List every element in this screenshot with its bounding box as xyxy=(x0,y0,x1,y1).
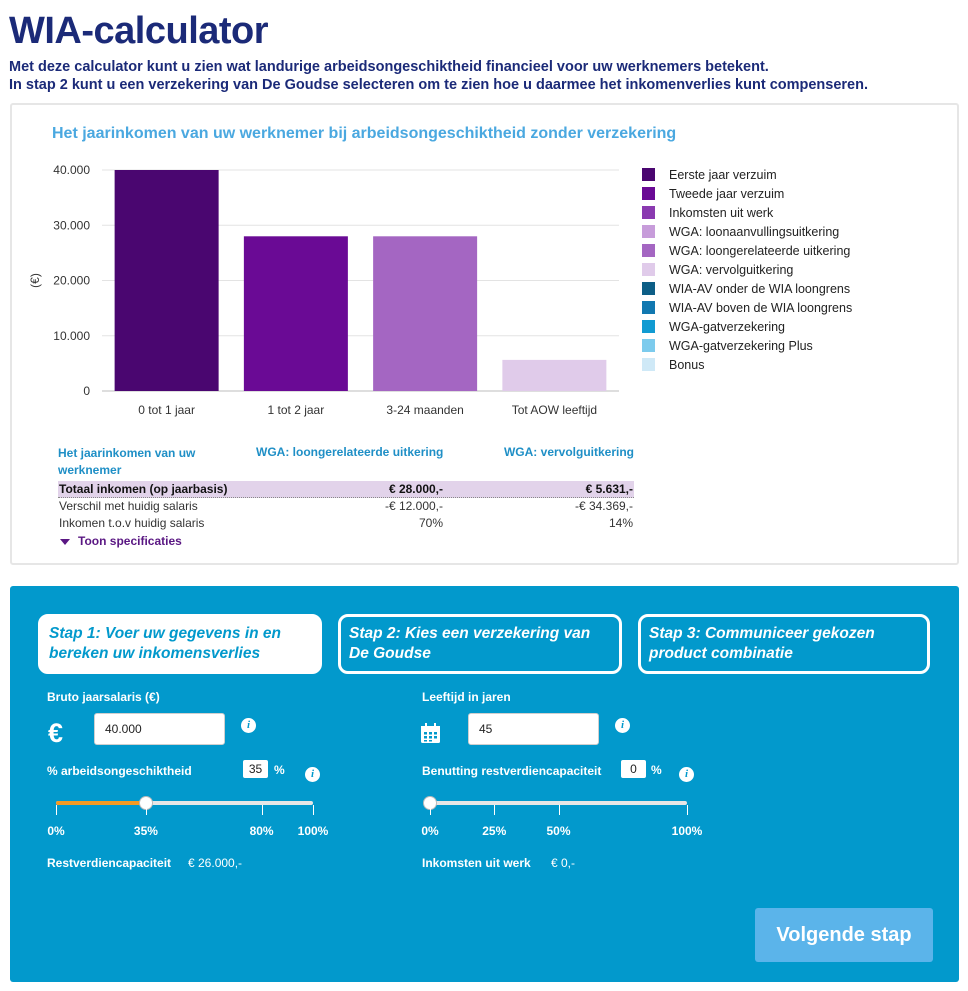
legend-label: WGA-gatverzekering Plus xyxy=(669,338,813,353)
ao-info-icon[interactable]: i xyxy=(305,767,320,782)
summary-header-label: Het jaarinkomen van uw werknemer xyxy=(58,446,196,477)
y-tick-label: 0 xyxy=(83,384,90,398)
chart-legend xyxy=(642,165,852,374)
legend-swatch xyxy=(642,339,655,352)
legend-item[interactable] xyxy=(642,241,852,260)
rest-capacity-value: € 26.000,- xyxy=(188,856,243,870)
legend-swatch xyxy=(642,263,655,276)
bar-4 xyxy=(502,360,606,391)
legend-item[interactable] xyxy=(642,165,852,184)
legend-label: Eerste jaar verzuim xyxy=(669,167,777,182)
summary-row-label: Totaal inkomen (op jaarbasis) xyxy=(59,482,228,496)
slider-tick-label: 80% xyxy=(249,824,274,838)
step-3-tab[interactable]: Stap 3: Communiceer gekozen product combinatie xyxy=(638,614,930,674)
slider-tick xyxy=(430,805,431,815)
legend-label: WIA-AV onder de WIA loongrens xyxy=(669,281,851,296)
slider-tick xyxy=(687,805,688,815)
summary-header-col-1: WGA: loongerelateerde uitkering xyxy=(256,445,444,459)
legend-item[interactable] xyxy=(642,298,852,317)
intro-line-1: Met deze calculator kunt u zien wat landurige arbeidsongeschiktheid financieel voor uw werknemers betekent. xyxy=(9,59,769,75)
y-tick-label: 30.000 xyxy=(53,218,90,233)
legend-label: WIA-AV boven de WIA loongrens xyxy=(669,300,853,315)
legend-item[interactable] xyxy=(642,279,852,298)
income-summary-table xyxy=(58,445,634,550)
slider-tick-label: 25% xyxy=(482,824,507,838)
legend-label: Inkomsten uit werk xyxy=(669,205,774,220)
ao-unit: % xyxy=(274,763,285,777)
legend-swatch xyxy=(642,282,655,295)
summary-row-value-1: 70% xyxy=(418,516,443,530)
slider-tick xyxy=(559,805,560,815)
legend-item[interactable] xyxy=(642,317,852,336)
rvc-unit: % xyxy=(651,763,662,777)
legend-item[interactable] xyxy=(642,336,852,355)
age-info-icon[interactable]: i xyxy=(615,718,630,733)
summary-row-label: Verschil met huidig salaris xyxy=(59,499,198,513)
toggle-specifications-label: Toon specificaties xyxy=(78,534,182,548)
legend-swatch xyxy=(642,168,655,181)
next-step-button[interactable]: Volgende stap xyxy=(755,908,933,962)
ao-percentage-input[interactable]: 35 xyxy=(243,760,268,778)
legend-item[interactable] xyxy=(642,184,852,203)
intro-line-2: In stap 2 kunt u een verzekering van De Goudse selecteren om te zien hoe u daarmee het inkomenverlies kunt compenseren. xyxy=(9,77,869,93)
intro-text xyxy=(9,58,868,94)
work-income-value: € 0,- xyxy=(551,856,576,870)
step-2-tab[interactable]: Stap 2: Kies een verzekering van De Goudse xyxy=(338,614,622,674)
y-axis-label: (€) xyxy=(28,273,42,288)
rest-capacity-label: Restverdiencapaciteit xyxy=(47,856,172,870)
ao-slider-fill xyxy=(56,801,146,805)
summary-row-value-1: -€ 12.000,- xyxy=(384,499,443,513)
bar-1 xyxy=(115,170,219,391)
salary-info-icon[interactable]: i xyxy=(241,718,256,733)
slider-tick xyxy=(146,805,147,815)
legend-swatch xyxy=(642,206,655,219)
slider-tick xyxy=(56,805,57,815)
legend-item[interactable] xyxy=(642,355,852,374)
bar-2 xyxy=(244,236,348,391)
legend-label: WGA: vervolguitkering xyxy=(669,262,794,277)
summary-row-label: Inkomen t.o.v huidig salaris xyxy=(59,516,205,530)
euro-icon: € xyxy=(48,718,64,748)
legend-swatch xyxy=(642,301,655,314)
summary-header-col-2: WGA: vervolguitkering xyxy=(503,445,634,459)
legend-label: Bonus xyxy=(669,357,705,372)
legend-item[interactable] xyxy=(642,222,852,241)
slider-tick-label: 35% xyxy=(133,824,158,838)
legend-item[interactable] xyxy=(642,203,852,222)
toggle-specifications[interactable] xyxy=(58,533,634,550)
legend-swatch xyxy=(642,320,655,333)
legend-swatch xyxy=(642,187,655,200)
x-tick-label: 3-24 maanden xyxy=(386,403,464,417)
rvc-label: Benutting restverdiencapaciteit xyxy=(422,764,602,778)
legend-swatch xyxy=(642,358,655,371)
summary-row-value-2: 14% xyxy=(608,516,633,530)
slider-tick-label: 50% xyxy=(546,824,571,838)
chart-title: Het jaarinkomen van uw werknemer bij arbeidsongeschiktheid zonder verzekering xyxy=(52,125,677,142)
bar-3 xyxy=(373,236,477,391)
chart-panel xyxy=(10,103,959,565)
legend-label: WGA-gatverzekering xyxy=(669,319,786,334)
legend-label: WGA: loongerelateerde uitkering xyxy=(669,243,851,258)
slider-tick xyxy=(494,805,495,815)
legend-label: WGA: loonaanvullingsuitkering xyxy=(669,224,840,239)
y-tick-label: 40.000 xyxy=(53,163,90,177)
ao-slider-track[interactable] xyxy=(56,801,313,805)
page-title: WIA-calculator xyxy=(9,10,269,52)
summary-row-total xyxy=(58,481,634,498)
age-input[interactable]: 45 xyxy=(468,713,599,745)
summary-row-percentage xyxy=(58,515,634,532)
legend-swatch xyxy=(642,225,655,238)
salary-label: Bruto jaarsalaris (€) xyxy=(47,690,160,704)
y-tick-label: 20.000 xyxy=(53,273,90,288)
triangle-down-icon xyxy=(60,539,70,545)
slider-tick-label: 0% xyxy=(421,824,439,838)
work-income-label: Inkomsten uit werk xyxy=(422,856,531,870)
legend-label: Tweede jaar verzuim xyxy=(669,186,785,201)
x-tick-label: 0 tot 1 jaar xyxy=(138,403,195,417)
slider-tick-label: 0% xyxy=(47,824,65,838)
slider-tick-label: 100% xyxy=(671,824,703,838)
income-bar-chart xyxy=(12,105,632,425)
slider-tick-label: 100% xyxy=(297,824,329,838)
ao-label: % arbeidsongeschiktheid xyxy=(47,764,192,778)
slider-tick xyxy=(262,805,263,815)
summary-row-value-2: -€ 34.369,- xyxy=(574,499,633,513)
calculator-form-panel xyxy=(10,586,959,982)
step-1-tab[interactable]: Stap 1: Voer uw gegevens in en bereken uw inkomensverlies xyxy=(38,614,322,674)
x-tick-label: 1 tot 2 jaar xyxy=(267,403,325,417)
summary-row-difference xyxy=(58,498,634,515)
rvc-info-icon[interactable]: i xyxy=(679,767,694,782)
calendar-icon xyxy=(420,723,441,744)
summary-row-value-2: € 5.631,- xyxy=(585,482,633,496)
summary-header xyxy=(58,445,634,481)
age-label: Leeftijd in jaren xyxy=(422,690,511,704)
rvc-percentage-input[interactable]: 0 xyxy=(621,760,646,778)
slider-tick xyxy=(313,805,314,815)
y-tick-label: 10.000 xyxy=(53,328,90,343)
legend-item[interactable] xyxy=(642,260,852,279)
salary-input[interactable]: 40.000 xyxy=(94,713,225,745)
x-tick-label: Tot AOW leeftijd xyxy=(511,403,598,417)
legend-swatch xyxy=(642,244,655,257)
summary-row-value-1: € 28.000,- xyxy=(388,482,443,496)
